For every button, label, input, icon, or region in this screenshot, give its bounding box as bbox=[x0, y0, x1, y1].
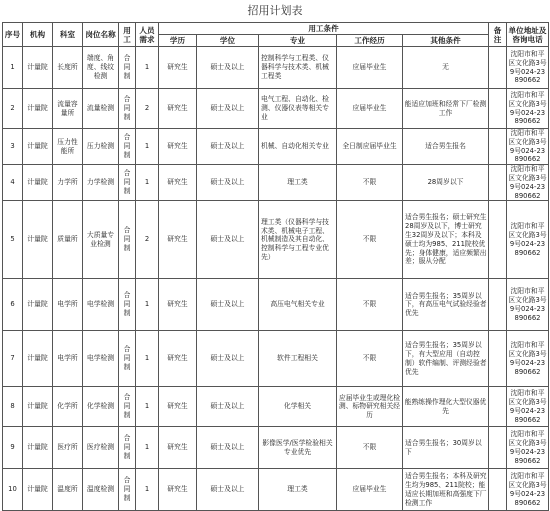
cell-index: 8 bbox=[3, 387, 23, 427]
cell-experience: 全日制应届毕业生 bbox=[337, 129, 403, 165]
cell-address: 沈阳市和平区文化路3号9号024-23890662 bbox=[507, 331, 549, 387]
header-other: 其他条件 bbox=[403, 35, 489, 47]
page-title: 招用计划表 bbox=[247, 4, 303, 17]
cell-index: 3 bbox=[3, 129, 23, 165]
cell-type: 合同制 bbox=[119, 47, 136, 89]
cell-post: 端度、角度、线纹检测 bbox=[83, 47, 119, 89]
cell-count: 1 bbox=[136, 165, 159, 201]
table-row bbox=[3, 427, 549, 469]
cell-degree: 硕士及以上 bbox=[197, 201, 259, 279]
cell-experience: 不限 bbox=[337, 165, 403, 201]
cell-degree: 硕士及以上 bbox=[197, 279, 259, 331]
header-education: 学历 bbox=[159, 35, 197, 47]
cell-count: 1 bbox=[136, 469, 159, 511]
cell-experience: 应届毕业生 bbox=[337, 89, 403, 129]
cell-dept: 电学所 bbox=[53, 331, 83, 387]
cell-degree: 硕士及以上 bbox=[197, 427, 259, 469]
cell-post: 医疗检测 bbox=[83, 427, 119, 469]
header-major: 专业 bbox=[259, 35, 337, 47]
cell-note bbox=[489, 89, 507, 129]
table-row bbox=[3, 387, 549, 427]
cell-dept: 力学所 bbox=[53, 165, 83, 201]
cell-other: 适合男生报名；35周岁以下，有大型应用（自动控制）软件编制、评测经验者优先 bbox=[403, 331, 489, 387]
cell-address: 沈阳市和平区文化路3号9号024-23890662 bbox=[507, 47, 549, 89]
cell-note bbox=[489, 469, 507, 511]
header-degree: 学位 bbox=[197, 35, 259, 47]
cell-experience: 应届毕业生 bbox=[337, 469, 403, 511]
cell-index: 2 bbox=[3, 89, 23, 129]
cell-major: 化学相关 bbox=[259, 387, 337, 427]
cell-major: 影像医学/医学检验相关专业优先 bbox=[259, 427, 337, 469]
cell-other: 适合男生报名；本科及研究生均为985、211院校；能适应长期加班和高强度下厂检测工作 bbox=[403, 469, 489, 511]
cell-address: 沈阳市和平区文化路3号9号024-23890662 bbox=[508, 165, 547, 200]
cell-education: 研究生 bbox=[159, 129, 197, 165]
cell-post: 压力检测 bbox=[83, 129, 119, 165]
table-row bbox=[3, 47, 549, 89]
cell-major: 电气工程、自动化、检测、仪器仪表等相关专业 bbox=[259, 89, 337, 129]
cell-post: 电学检测 bbox=[83, 279, 119, 331]
cell-experience: 应届毕业生或理化检测、标物研究相关经历 bbox=[337, 387, 403, 427]
table-row bbox=[3, 165, 549, 201]
cell-education: 研究生 bbox=[159, 331, 197, 387]
cell-major: 控制科学与工程类、仪器科学与技术类、机械工程类 bbox=[259, 47, 337, 89]
header-conditions: 用工条件 bbox=[159, 23, 489, 35]
cell-post: 化学检测 bbox=[83, 387, 119, 427]
header-address: 单位地址及咨询电话 bbox=[507, 23, 549, 47]
cell-education: 研究生 bbox=[159, 469, 197, 511]
cell-dept: 化学所 bbox=[53, 387, 83, 427]
cell-dept: 质量所 bbox=[53, 201, 83, 279]
cell-other: 适合男生报名；硕士研究生28周岁及以下，博士研究生32周岁及以下；本科及硕士均为985、211院校优先；身体健康，适应频繁出差；服从分配 bbox=[403, 201, 489, 279]
cell-index: 1 bbox=[3, 47, 23, 89]
cell-education: 研究生 bbox=[159, 165, 197, 201]
cell-other: 能熟练操作理化大型仪器优先 bbox=[403, 387, 489, 427]
cell-degree: 硕士及以上 bbox=[197, 89, 259, 129]
cell-org: 计量院 bbox=[23, 331, 53, 387]
cell-post: 大质量专业检测 bbox=[83, 201, 119, 279]
cell-major: 机械、自动化相关专业 bbox=[259, 129, 337, 165]
cell-education: 研究生 bbox=[159, 387, 197, 427]
table-row bbox=[3, 201, 549, 279]
cell-degree: 硕士及以上 bbox=[197, 47, 259, 89]
cell-type: 合同制 bbox=[119, 279, 136, 331]
header-org: 机构 bbox=[23, 23, 53, 47]
header-index: 序号 bbox=[3, 23, 23, 47]
cell-major: 理工类（仪器科学与技术类、机械电子工程、机械制造及其自动化、控制科学与工程专业优先） bbox=[259, 201, 337, 279]
table-row bbox=[3, 469, 549, 511]
cell-dept: 电学所 bbox=[53, 279, 83, 331]
table-row bbox=[3, 89, 549, 129]
cell-type: 合同制 bbox=[119, 387, 136, 427]
cell-post: 流量检测 bbox=[83, 89, 119, 129]
cell-education: 研究生 bbox=[159, 89, 197, 129]
cell-note bbox=[489, 165, 507, 201]
cell-degree: 硕士及以上 bbox=[197, 129, 259, 165]
cell-note bbox=[489, 201, 507, 279]
cell-experience: 不限 bbox=[337, 279, 403, 331]
cell-count: 1 bbox=[136, 47, 159, 89]
cell-index: 7 bbox=[3, 331, 23, 387]
header-note: 备注 bbox=[489, 23, 507, 47]
cell-experience: 不限 bbox=[337, 427, 403, 469]
cell-type: 合同制 bbox=[119, 129, 136, 165]
cell-note bbox=[489, 387, 507, 427]
header-dept: 科室 bbox=[53, 23, 83, 47]
header-type: 用工 bbox=[119, 23, 136, 47]
cell-org: 计量院 bbox=[23, 47, 53, 89]
cell-major: 理工类 bbox=[259, 469, 337, 511]
cell-degree: 硕士及以上 bbox=[197, 165, 259, 201]
header-post: 岗位名称 bbox=[83, 23, 119, 47]
cell-other: 适合男生报名 bbox=[403, 129, 489, 165]
cell-index: 6 bbox=[3, 279, 23, 331]
cell-note bbox=[489, 129, 507, 165]
cell-post: 电学检测 bbox=[83, 331, 119, 387]
cell-education: 研究生 bbox=[159, 47, 197, 89]
cell-org: 计量院 bbox=[23, 387, 53, 427]
cell-note bbox=[489, 331, 507, 387]
cell-education: 研究生 bbox=[159, 279, 197, 331]
cell-org: 计量院 bbox=[23, 89, 53, 129]
cell-experience: 不限 bbox=[337, 331, 403, 387]
header-experience: 工作经历 bbox=[337, 35, 403, 47]
cell-type: 合同制 bbox=[119, 201, 136, 279]
cell-education: 研究生 bbox=[159, 201, 197, 279]
cell-dept: 长度所 bbox=[53, 47, 83, 89]
cell-address: 沈阳市和平区文化路3号9号024-23890662 bbox=[507, 427, 549, 469]
cell-count: 2 bbox=[136, 201, 159, 279]
cell-experience: 应届毕业生 bbox=[337, 47, 403, 89]
cell-major: 软件工程相关 bbox=[259, 331, 337, 387]
header-count: 人员需求 bbox=[136, 23, 159, 47]
cell-post: 力学检测 bbox=[83, 165, 119, 201]
cell-org: 计量院 bbox=[23, 201, 53, 279]
cell-experience: 不限 bbox=[337, 201, 403, 279]
cell-index: 10 bbox=[3, 469, 23, 511]
cell-note bbox=[489, 279, 507, 331]
table-row bbox=[3, 279, 549, 331]
cell-degree: 硕士及以上 bbox=[197, 331, 259, 387]
cell-type: 合同制 bbox=[119, 89, 136, 129]
cell-major: 高压电气相关专业 bbox=[259, 279, 337, 331]
cell-org: 计量院 bbox=[23, 165, 53, 201]
cell-address: 沈阳市和平区文化路3号9号024-23890662 bbox=[507, 469, 549, 511]
cell-other: 能适应加班和经常下厂检测工作 bbox=[403, 89, 489, 129]
cell-degree: 硕士及以上 bbox=[197, 469, 259, 511]
cell-other: 无 bbox=[403, 47, 489, 89]
cell-count: 1 bbox=[136, 331, 159, 387]
cell-dept: 压力性能所 bbox=[53, 129, 83, 165]
cell-type: 合同制 bbox=[119, 165, 136, 201]
cell-index: 5 bbox=[3, 201, 23, 279]
cell-org: 计量院 bbox=[23, 469, 53, 511]
table-row bbox=[3, 331, 549, 387]
cell-count: 1 bbox=[136, 427, 159, 469]
cell-count: 1 bbox=[136, 129, 159, 165]
cell-type: 合同制 bbox=[119, 469, 136, 511]
cell-dept: 温度所 bbox=[53, 469, 83, 511]
cell-degree: 硕士及以上 bbox=[197, 387, 259, 427]
cell-index: 4 bbox=[3, 165, 23, 201]
table-row bbox=[3, 129, 549, 165]
cell-other: 28周岁以下 bbox=[403, 165, 489, 201]
cell-address: 沈阳市和平区文化路3号9号024-23890662 bbox=[507, 201, 549, 279]
cell-other: 适合男生报名；35周岁以下，有高压电气试验经验者优先 bbox=[403, 279, 489, 331]
cell-address: 沈阳市和平区文化路3号9号024-23890662 bbox=[507, 387, 549, 427]
cell-note bbox=[489, 47, 507, 89]
cell-count: 2 bbox=[136, 89, 159, 129]
cell-note bbox=[489, 427, 507, 469]
cell-type: 合同制 bbox=[119, 427, 136, 469]
cell-org: 计量院 bbox=[23, 279, 53, 331]
cell-other: 适合男生报名；30周岁以下 bbox=[403, 427, 489, 469]
cell-dept: 流量容量所 bbox=[53, 89, 83, 129]
cell-count: 1 bbox=[136, 279, 159, 331]
cell-address: 沈阳市和平区文化路3号9号024-23890662 bbox=[507, 279, 549, 331]
cell-type: 合同制 bbox=[119, 331, 136, 387]
recruitment-plan-table bbox=[2, 22, 549, 511]
cell-count: 1 bbox=[136, 387, 159, 427]
cell-org: 计量院 bbox=[23, 129, 53, 165]
cell-major: 理工类 bbox=[259, 165, 337, 201]
cell-dept: 医疗所 bbox=[53, 427, 83, 469]
cell-post: 温度检测 bbox=[83, 469, 119, 511]
cell-address: 沈阳市和平区文化路3号9号024-23890662 bbox=[508, 129, 547, 164]
cell-index: 9 bbox=[3, 427, 23, 469]
cell-address: 沈阳市和平区文化路3号9号024-23890662 bbox=[507, 89, 549, 129]
cell-org: 计量院 bbox=[23, 427, 53, 469]
cell-education: 研究生 bbox=[159, 427, 197, 469]
